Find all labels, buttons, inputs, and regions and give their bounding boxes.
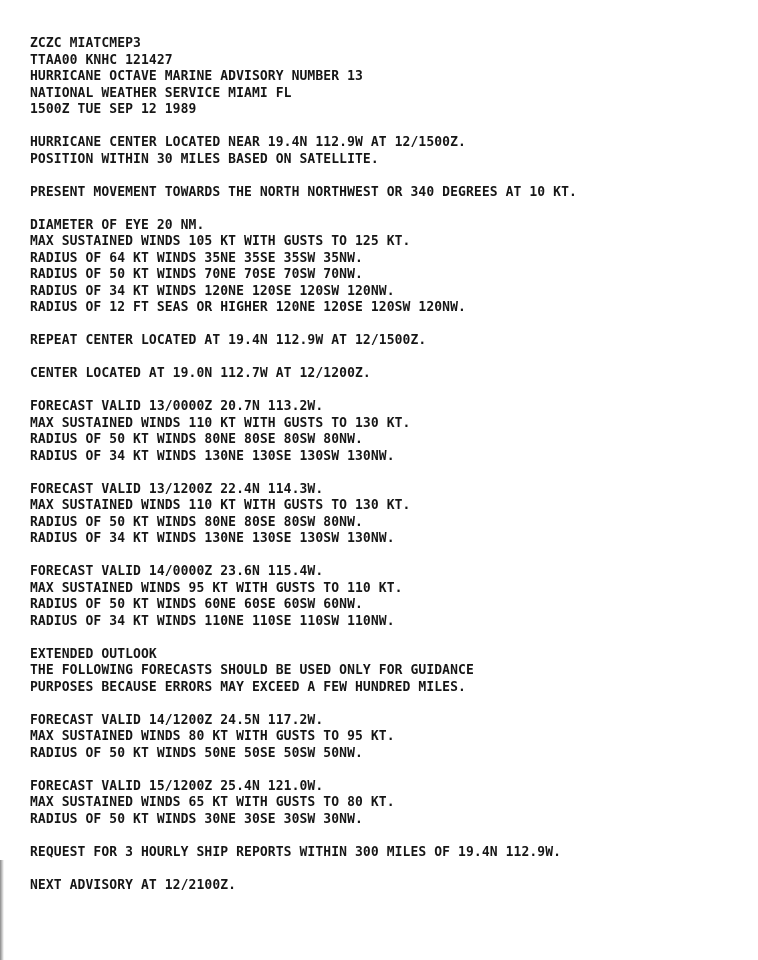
advisory-line: RADIUS OF 50 KT WINDS 30NE 30SE 30SW 30NW. (30, 811, 363, 827)
advisory-line: PURPOSES BECAUSE ERRORS MAY EXCEED A FEW HUNDRED MILES. (30, 679, 466, 695)
advisory-line: REQUEST FOR 3 HOURLY SHIP REPORTS WITHIN 300 MILES OF 19.4N 112.9W. (30, 844, 562, 860)
advisory-line: FORECAST VALID 13/1200Z 22.4N 114.3W. (30, 481, 324, 497)
blank-line (30, 317, 750, 334)
advisory-line: FORECAST VALID 14/0000Z 23.6N 115.4W. (30, 564, 324, 579)
advisory-line: RADIUS OF 50 KT WINDS 80NE 80SE 80SW 80NW. (30, 432, 363, 447)
advisory-line: FORECAST VALID 13/0000Z 20.7N 113.2W. (30, 399, 324, 414)
blank-line (30, 828, 750, 845)
advisory-line: MAX SUSTAINED WINDS 105 KT WITH GUSTS TO 125 KT. (30, 234, 411, 249)
blank-line (30, 383, 750, 400)
advisory-line: DIAMETER OF EYE 20 NM. (30, 217, 205, 233)
blank-line (30, 168, 750, 185)
advisory-line: FORECAST VALID 15/1200Z 25.4N 121.0W. (30, 778, 324, 794)
advisory-line: MAX SUSTAINED WINDS 65 KT WITH GUSTS TO 80 KT. (30, 795, 395, 810)
advisory-line: RADIUS OF 64 KT WINDS 35NE 35SE 35SW 35NW. (30, 250, 363, 266)
blank-line (30, 350, 750, 367)
advisory-line: RADIUS OF 34 KT WINDS 130NE 130SE 130SW 130NW. (30, 448, 395, 464)
advisory-line: PRESENT MOVEMENT TOWARDS THE NORTH NORTHWEST OR 340 DEGREES AT 10 KT. (30, 184, 577, 200)
blank-line (30, 630, 750, 647)
blank-line (30, 465, 750, 482)
advisory-line: RADIUS OF 34 KT WINDS 120NE 120SE 120SW 120NW. (30, 283, 395, 299)
advisory-line: RADIUS OF 50 KT WINDS 70NE 70SE 70SW 70NW. (30, 267, 363, 282)
advisory-line: ZCZC MIATCMEP3 (30, 36, 141, 51)
advisory-line: RADIUS OF 34 KT WINDS 110NE 110SE 110SW 110NW. (30, 613, 395, 629)
blank-line (30, 696, 750, 713)
scan-shadow (0, 860, 4, 960)
advisory-line: CENTER LOCATED AT 19.0N 112.7W AT 12/1200Z. (30, 366, 371, 381)
advisory-line: REPEAT CENTER LOCATED AT 19.4N 112.9W AT 12/1500Z. (30, 333, 427, 348)
advisory-line: 1500Z TUE SEP 12 1989 (30, 102, 197, 117)
advisory-line: RADIUS OF 50 KT WINDS 60NE 60SE 60SW 60NW. (30, 597, 363, 612)
advisory-line: RADIUS OF 50 KT WINDS 50NE 50SE 50SW 50NW. (30, 745, 363, 761)
blank-line (30, 861, 750, 878)
advisory-line: THE FOLLOWING FORECASTS SHOULD BE USED ONLY FOR GUIDANCE (30, 663, 474, 678)
blank-line (30, 119, 750, 136)
advisory-line: NEXT ADVISORY AT 12/2100Z. (30, 877, 237, 893)
advisory-document (30, 36, 750, 894)
advisory-line: MAX SUSTAINED WINDS 95 KT WITH GUSTS TO 110 KT. (30, 580, 403, 596)
advisory-line: POSITION WITHIN 30 MILES BASED ON SATELLITE. (30, 151, 379, 167)
blank-line (30, 201, 750, 218)
advisory-line: HURRICANE OCTAVE MARINE ADVISORY NUMBER 13 (30, 69, 363, 84)
advisory-line: HURRICANE CENTER LOCATED NEAR 19.4N 112.9W AT 12/1500Z. (30, 135, 466, 150)
blank-line (30, 762, 750, 779)
advisory-line: RADIUS OF 34 KT WINDS 130NE 130SE 130SW 130NW. (30, 531, 395, 546)
blank-line (30, 548, 750, 565)
advisory-line: MAX SUSTAINED WINDS 110 KT WITH GUSTS TO 130 KT. (30, 498, 411, 513)
advisory-line: MAX SUSTAINED WINDS 110 KT WITH GUSTS TO 130 KT. (30, 415, 411, 431)
advisory-line: RADIUS OF 50 KT WINDS 80NE 80SE 80SW 80NW. (30, 514, 363, 530)
advisory-line: FORECAST VALID 14/1200Z 24.5N 117.2W. (30, 712, 324, 728)
advisory-line: MAX SUSTAINED WINDS 80 KT WITH GUSTS TO 95 KT. (30, 729, 395, 744)
advisory-line: NATIONAL WEATHER SERVICE MIAMI FL (30, 85, 292, 101)
advisory-line: RADIUS OF 12 FT SEAS OR HIGHER 120NE 120SE 120SW 120NW. (30, 300, 466, 315)
advisory-line: TTAA00 KNHC 121427 (30, 52, 173, 68)
advisory-line: EXTENDED OUTLOOK (30, 646, 157, 662)
